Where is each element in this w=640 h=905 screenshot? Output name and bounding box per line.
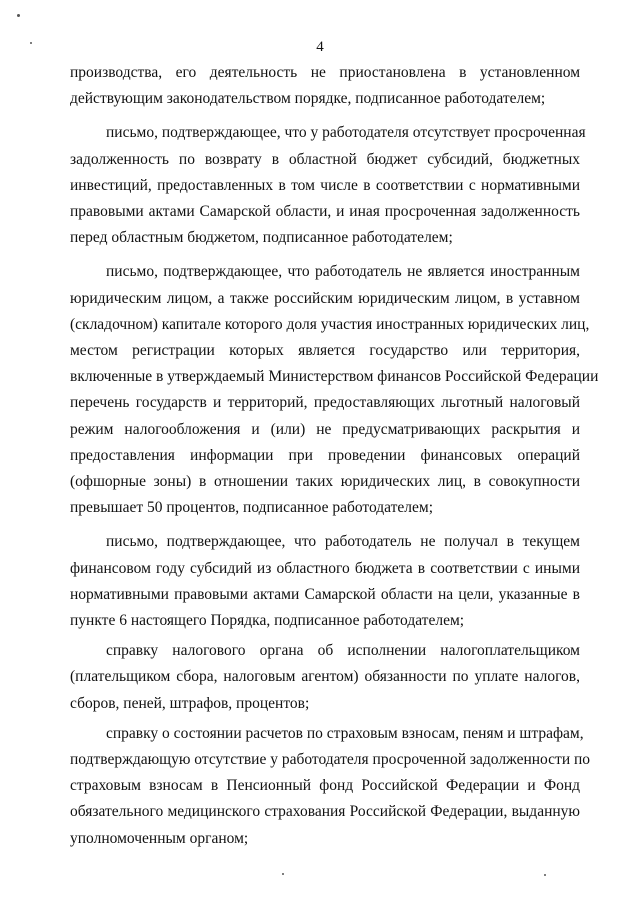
paragraph-line: (офшорные зоны) в отношении таких юридических лиц, в совокупности <box>70 473 580 491</box>
paragraph-line: обязательного медицинского страхования Российской Федерации, выданную <box>70 803 580 821</box>
paragraph-line: страховым взносам в Пенсионный фонд Российской Федерации и Фонд <box>70 777 580 795</box>
paragraph-line: местом регистрации которых является государство или территория, <box>70 342 580 360</box>
paragraph-1 <box>70 60 580 112</box>
paragraph-line: инвестиций, предоставленных в том числе в соответствии с нормативными <box>70 176 580 194</box>
paragraph-5 <box>70 638 580 717</box>
paragraph-line: сборов, пеней, штрафов, процентов; <box>70 694 310 712</box>
scan-speck <box>282 873 284 875</box>
paragraph-line: пункте 6 настоящего Порядка, подписанное работодателем; <box>70 612 465 630</box>
scan-speck <box>17 14 20 17</box>
paragraph-line: уполномоченным органом; <box>70 829 249 847</box>
paragraph-line: (плательщиком сбора, налоговым агентом) обязанности по уплате налогов, <box>70 668 580 686</box>
paragraph-line: (складочном) капитале которого доля участия иностранных юридических лиц, <box>70 315 590 333</box>
paragraph-3 <box>70 259 599 521</box>
paragraph-line: справку о состоянии расчетов по страховым взносам, пеням и штрафам, <box>106 724 584 742</box>
scan-speck <box>30 42 32 44</box>
paragraph-line: нормативными правовыми актами Самарской области на цели, указанные в <box>70 585 580 603</box>
paragraph-6 <box>70 721 591 852</box>
paragraph-2 <box>70 120 586 251</box>
paragraph-line: юридическим лицом, а также российским юридическим лицом, в уставном <box>70 289 580 307</box>
paragraph-line: правовыми актами Самарской области, и иная просроченная задолженность <box>70 203 580 221</box>
paragraph-line: превышает 50 процентов, подписанное работодателем; <box>70 499 434 517</box>
paragraph-line: письмо, подтверждающее, что работодатель не является иностранным <box>106 263 580 281</box>
paragraph-line: предоставления информации при проведении финансовых операций <box>70 446 580 464</box>
paragraph-line: финансовом году субсидий из областного бюджета в соответствии с иными <box>70 559 580 577</box>
page-number: 4 <box>316 39 324 55</box>
paragraph-line: письмо, подтверждающее, что работодатель не получал в текущем <box>106 533 580 551</box>
paragraph-line: перед областным бюджетом, подписанное работодателем; <box>70 229 453 247</box>
paragraph-line: задолженность по возврату в областной бюджет субсидий, бюджетных <box>70 150 580 168</box>
paragraph-line: производства, его деятельность не приостановлена в установленном <box>70 64 580 81</box>
paragraph-line: справку налогового органа об исполнении налогоплательщиком <box>106 642 580 660</box>
paragraph-line: письмо, подтверждающее, что у работодателя отсутствует просроченная <box>106 124 586 142</box>
scan-speck <box>544 874 546 876</box>
paragraph-line: включенные в утверждаемый Министерством финансов Российской Федерации <box>70 368 599 386</box>
paragraph-line: подтверждающую отсутствие у работодателя просроченной задолженности по <box>70 751 591 769</box>
paragraph-line: действующим законодательством порядке, подписанное работодателем; <box>70 90 546 108</box>
paragraph-line: перечень государств и территорий, предоставляющих льготный налоговый <box>70 394 580 412</box>
paragraph-line: режим налогообложения и (или) не предусматривающих раскрытия и <box>70 420 580 438</box>
document-body <box>70 60 599 856</box>
paragraph-4 <box>70 529 580 634</box>
